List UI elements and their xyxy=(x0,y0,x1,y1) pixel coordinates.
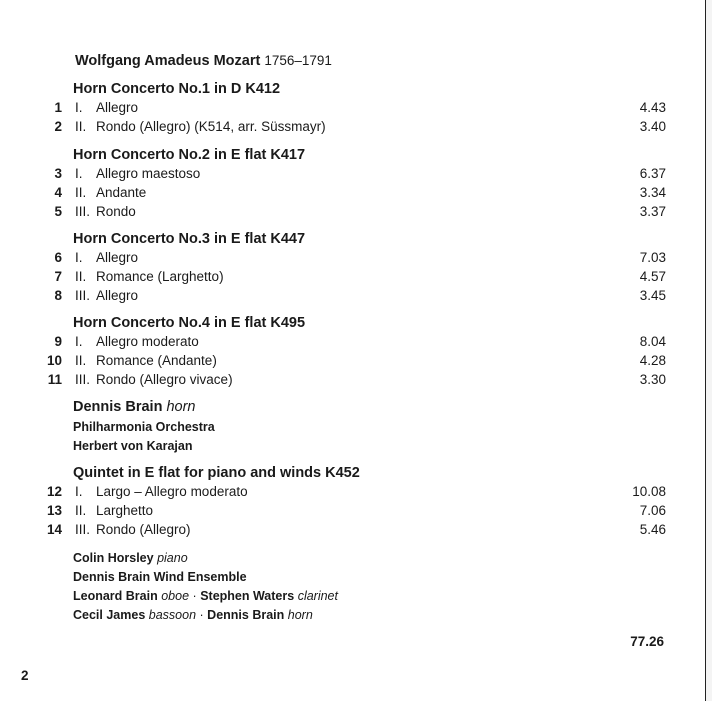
credit-conductor: Herbert von Karajan xyxy=(73,439,193,453)
performer-name: Colin Horsley xyxy=(73,551,154,565)
track-duration: 10.08 xyxy=(632,484,666,499)
separator-dot: · xyxy=(199,608,204,622)
movement-title: Rondo (Allegro vivace) xyxy=(96,372,233,387)
track-row xyxy=(0,334,666,353)
track-row xyxy=(0,372,666,391)
track-number: 9 xyxy=(54,334,62,349)
performer-role: piano xyxy=(157,551,188,565)
performer-name: Cecil James xyxy=(73,608,146,622)
track-duration: 5.46 xyxy=(639,522,666,537)
page-number: 2 xyxy=(21,668,29,683)
track-duration: 3.30 xyxy=(639,372,666,387)
movement-title: Allegro moderato xyxy=(96,334,199,349)
performer-role: oboe xyxy=(161,589,190,603)
track-row xyxy=(0,119,666,138)
track-row xyxy=(0,503,666,522)
track-row xyxy=(0,522,666,541)
track-row xyxy=(0,484,666,503)
track-number: 13 xyxy=(46,503,62,518)
movement-title: Rondo (Allegro) xyxy=(96,522,191,537)
track-number: 12 xyxy=(46,484,62,499)
track-row xyxy=(0,353,666,372)
work-heading: Horn Concerto No.2 in E flat K417 xyxy=(73,147,306,163)
performer-name: Leonard Brain xyxy=(73,589,158,603)
track-duration: 3.40 xyxy=(639,119,666,134)
movement-title: Allegro xyxy=(96,288,139,303)
composer-line xyxy=(75,53,332,69)
track-row xyxy=(0,269,666,288)
movement-title: Allegro xyxy=(96,100,139,115)
track-duration: 4.43 xyxy=(639,100,666,115)
track-number: 10 xyxy=(46,353,62,368)
movement-number: III. xyxy=(75,204,91,219)
credit-bassoon-horn xyxy=(73,608,313,622)
composer-name: Wolfgang Amadeus Mozart xyxy=(75,53,261,69)
track-duration: 8.04 xyxy=(639,334,666,349)
track-duration: 4.28 xyxy=(639,353,666,368)
movement-title: Largo – Allegro moderato xyxy=(96,484,248,499)
movement-number: III. xyxy=(75,288,91,303)
track-number: 6 xyxy=(54,250,62,265)
track-row xyxy=(0,100,666,119)
track-number: 11 xyxy=(47,372,62,387)
movement-title: Larghetto xyxy=(96,503,154,518)
movement-number: I. xyxy=(75,484,83,499)
performer-role: bassoon xyxy=(148,608,197,622)
movement-number: I. xyxy=(75,166,83,181)
movement-number: II. xyxy=(75,503,87,518)
track-number: 3 xyxy=(54,166,62,181)
performer-name: Stephen Waters xyxy=(200,589,295,603)
track-duration: 4.57 xyxy=(639,269,666,284)
movement-title: Rondo xyxy=(96,204,136,219)
movement-number: II. xyxy=(75,185,87,200)
work-heading: Horn Concerto No.1 in D K412 xyxy=(73,81,281,97)
total-duration: 77.26 xyxy=(630,634,664,649)
movement-number: I. xyxy=(75,100,83,115)
movement-number: I. xyxy=(75,334,83,349)
track-duration: 7.03 xyxy=(639,250,666,265)
track-number: 4 xyxy=(54,185,62,200)
track-duration: 3.37 xyxy=(639,204,666,219)
track-number: 8 xyxy=(54,288,62,303)
performer-name: Dennis Brain xyxy=(73,399,163,415)
movement-title: Romance (Andante) xyxy=(96,353,217,368)
separator-dot: · xyxy=(192,589,197,603)
track-number: 2 xyxy=(54,119,62,134)
track-number: 1 xyxy=(54,100,62,115)
movement-number: III. xyxy=(75,372,91,387)
track-duration: 6.37 xyxy=(639,166,666,181)
track-duration: 3.34 xyxy=(639,185,666,200)
work-heading: Quintet in E flat for piano and winds K452 xyxy=(73,465,360,481)
track-number: 14 xyxy=(46,522,62,537)
credit-pianist xyxy=(73,551,188,565)
track-row xyxy=(0,166,666,185)
track-row xyxy=(0,204,666,223)
movement-number: I. xyxy=(75,250,83,265)
track-number: 5 xyxy=(54,204,62,219)
performer-role: horn xyxy=(287,608,313,622)
track-row xyxy=(0,185,666,204)
movement-title: Rondo (Allegro) (K514, arr. Süssmayr) xyxy=(96,119,326,134)
movement-title: Allegro xyxy=(96,250,139,265)
movement-number: III. xyxy=(75,522,91,537)
track-row xyxy=(0,288,666,307)
work-heading: Horn Concerto No.3 in E flat K447 xyxy=(73,231,306,247)
movement-title: Allegro maestoso xyxy=(96,166,201,181)
credit-orchestra: Philharmonia Orchestra xyxy=(73,420,215,434)
composer-dates: 1756–1791 xyxy=(264,53,332,68)
page-edge xyxy=(705,0,712,701)
movement-number: II. xyxy=(75,353,87,368)
performer-role: horn xyxy=(166,399,196,415)
track-duration: 3.45 xyxy=(639,288,666,303)
movement-number: II. xyxy=(75,119,87,134)
track-row xyxy=(0,250,666,269)
movement-title: Romance (Larghetto) xyxy=(96,269,224,284)
credit-oboe-clarinet xyxy=(73,589,338,603)
track-duration: 7.06 xyxy=(639,503,666,518)
movement-title: Andante xyxy=(96,185,147,200)
performer-name: Dennis Brain xyxy=(207,608,285,622)
credit-soloist xyxy=(73,399,196,415)
performer-role: clarinet xyxy=(297,589,338,603)
movement-number: II. xyxy=(75,269,87,284)
track-number: 7 xyxy=(54,269,62,284)
work-heading: Horn Concerto No.4 in E flat K495 xyxy=(73,315,306,331)
credit-ensemble: Dennis Brain Wind Ensemble xyxy=(73,570,247,584)
